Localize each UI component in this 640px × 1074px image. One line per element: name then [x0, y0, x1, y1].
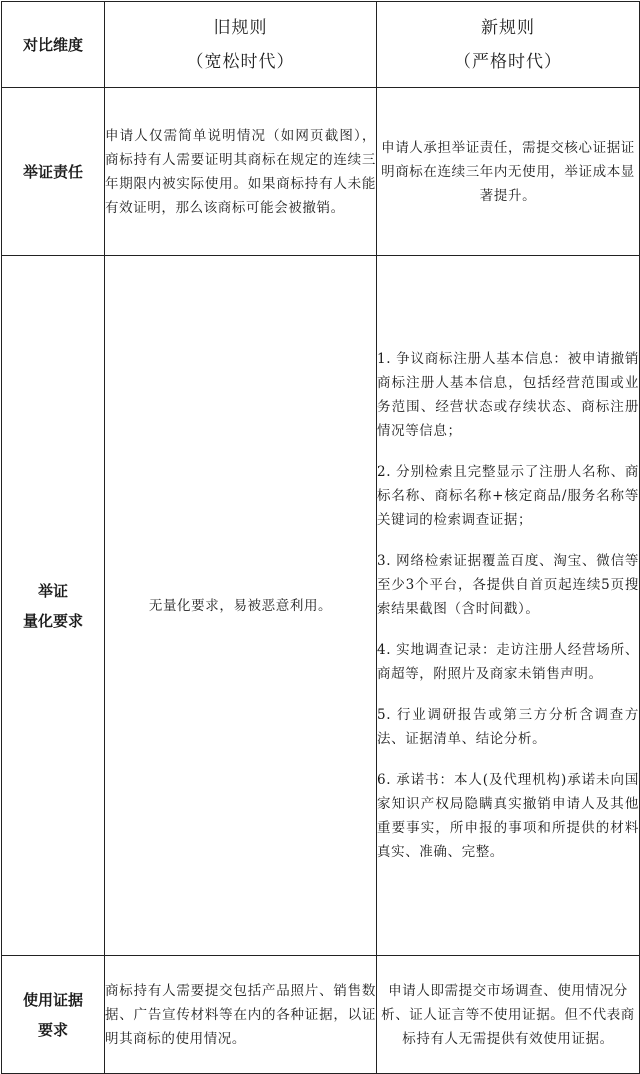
dimension-cell — [2, 88, 105, 256]
requirement-item: 6. 承诺书：本人(及代理机构)承诺未向国家知识产权局隐瞒真实撤销申请人及其他重要事实，所申报的事项和所提供的材料真实、准确、完整。 — [377, 772, 639, 860]
new-rule-text: 申请人承担举证责任，需提交核心证据证明商标在连续三年内无使用，举证成本显著提升。 — [381, 139, 635, 204]
row-burden-of-proof — [2, 88, 640, 256]
old-rule-title: 旧规则 — [213, 17, 268, 38]
header-dimension-label: 对比维度 — [22, 35, 83, 54]
old-rule-subtitle: （宽松时代） — [186, 51, 295, 72]
old-rule-text: 申请人仅需简单说明情况（如网页截图），商标持有人需要证明其商标在规定的连续三年期限内被实际使用。如果商标持有人未能有效证明，那么该商标可能会被撤销。 — [105, 127, 376, 216]
requirement-item: 3. 网络检索证据覆盖百度、淘宝、微信等至少3个平台，各提供自首页起连续5页搜索结果截图（含时间戳）。 — [377, 553, 639, 617]
old-rule-cell — [105, 956, 377, 1074]
old-rule-cell — [105, 88, 377, 256]
dimension-label-line1: 使用证据 — [22, 990, 83, 1009]
header-row — [2, 2, 640, 88]
comparison-table — [1, 1, 640, 1074]
header-new-rule — [377, 2, 640, 88]
header-old-rule — [105, 2, 377, 88]
dimension-label: 举证责任 — [22, 162, 83, 181]
old-rule-cell — [105, 256, 377, 956]
old-rule-text: 商标持有人需要提交包括产品照片、销售数据、广告宣传材料等在内的各种证据，以证明其商标的使用情况。 — [105, 982, 376, 1047]
dimension-cell — [2, 956, 105, 1074]
requirement-item: 5. 行业调研报告或第三方分析含调查方法、证据清单、结论分析。 — [377, 707, 639, 747]
requirement-item: 4. 实地调查记录：走访注册人经营场所、商超等，附照片及商家未销售声明。 — [377, 642, 639, 682]
requirement-item: 1. 争议商标注册人基本信息：被申请撤销商标注册人基本信息，包括经营范围或业务范围、经营状态或存续状态、商标注册情况等信息； — [377, 351, 639, 439]
new-rule-cell — [377, 956, 640, 1074]
new-rule-subtitle: （严格时代） — [454, 51, 562, 72]
header-dimension — [2, 2, 105, 88]
new-rule-title: 新规则 — [481, 17, 535, 38]
dimension-cell — [2, 256, 105, 956]
new-rule-cell — [377, 88, 640, 256]
new-rule-text: 申请人即需提交市场调查、使用情况分析、证人证言等不使用证据。但不代表商标持有人无需提供有效使用证据。 — [381, 982, 635, 1047]
old-rule-text: 无量化要求，易被恶意利用。 — [148, 597, 333, 614]
row-use-evidence — [2, 956, 640, 1074]
dimension-label-line2: 要求 — [37, 1020, 68, 1039]
dimension-label-line1: 举证 — [37, 581, 68, 600]
requirement-item: 2. 分别检索且完整显示了注册人名称、商标名称、商标名称+核定商品/服务名称等关键词的检索调查证据； — [377, 464, 639, 528]
dimension-label-line2: 量化要求 — [22, 611, 83, 630]
row-quantified-requirements — [2, 256, 640, 956]
new-rule-cell — [377, 256, 640, 956]
